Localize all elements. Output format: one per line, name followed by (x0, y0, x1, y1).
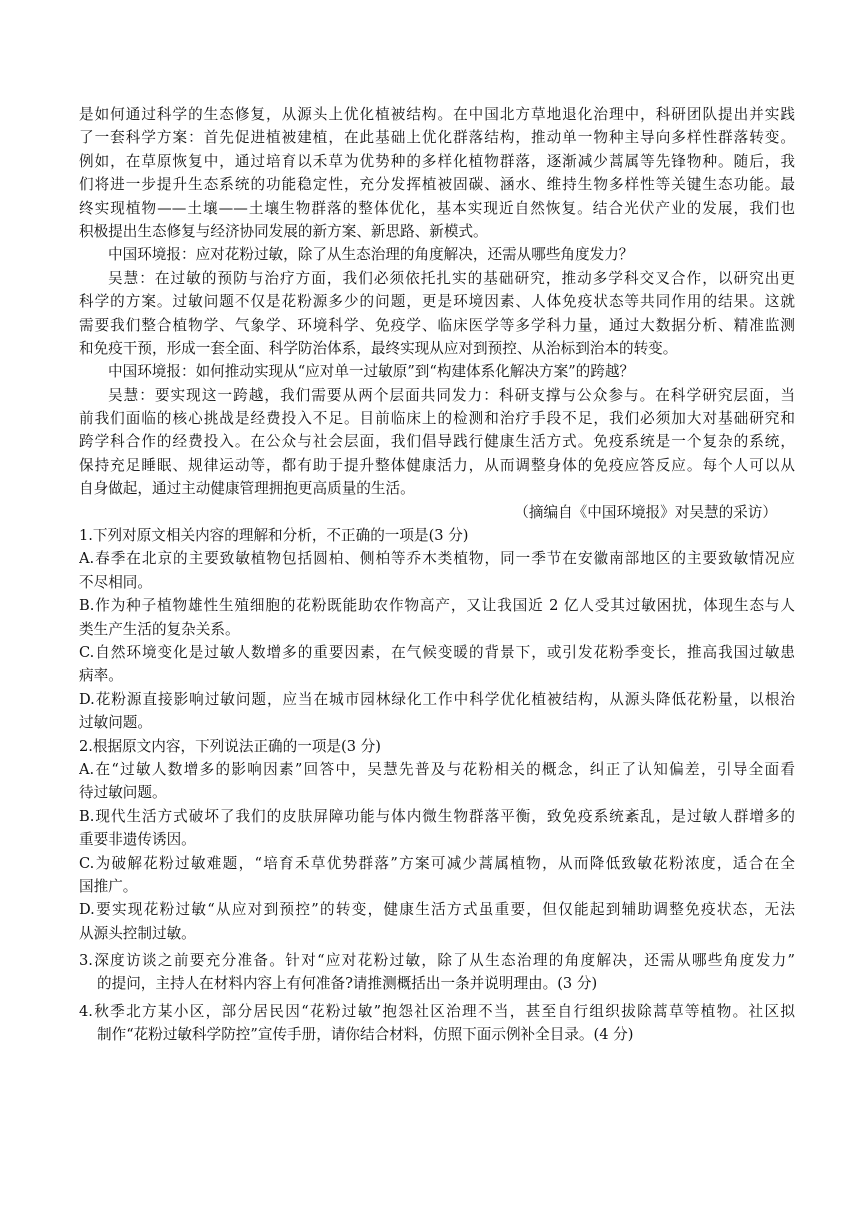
text-line: 了一套科学方案：首先促进植被建植，在此基础上优化群落结构，推动单一物种主导向多样性群落转变。 (79, 129, 795, 147)
text-line: 是如何通过科学的生态修复，从源头上优化植被结构。在中国北方草地退化治理中，科研团队提出并实践 (79, 106, 795, 123)
option-c: C.为破解花粉过敏难题，“培育禾草优势群落”方案可减少蒿属植物，从而降低致敏花粉浓度，适合在全 (79, 854, 795, 872)
question-2 (79, 735, 795, 946)
text-line: 们将进一步提升生态系统的功能稳定性，充分发挥植被固碳、涵水、维持生物多样性等关键生态功能。最 (79, 176, 795, 194)
option-b-cont: 类生产生活的复杂关系。 (79, 620, 240, 638)
text-line: 和免疫干预，形成一套全面、科学防治体系，最终实现从应对到预控、从治标到治本的转变。 (79, 339, 678, 357)
option-d: D.要实现花粉过敏“从应对到预控”的转变，健康生活方式虽重要，但仅能起到辅助调整免疫状态，无法 (79, 901, 795, 919)
option-c: C.自然环境变化是过敏人数增多的重要因素，在气候变暖的背景下，或引发花粉季变长，推高我国过敏患 (79, 643, 795, 661)
option-a-cont: 不尽相同。 (79, 573, 152, 591)
text-line: 吴慧：要实现这一跨越，我们需要从两个层面共同发力：科研支撑与公众参与。在科学研究层面，当 (108, 386, 795, 404)
option-b: B.现代生活方式破坏了我们的皮肤屏障功能与体内微生物群落平衡，致免疫系统紊乱，是过敏人群增多的 (79, 807, 795, 825)
question-1 (79, 524, 795, 735)
option-d-cont: 过敏问题。 (79, 714, 152, 732)
interview-answer (79, 267, 795, 361)
option-c-cont: 国推广。 (79, 877, 138, 895)
question-4 (79, 1000, 795, 1047)
text-line: 跨学科合作的经费投入。在公众与社会层面，我们倡导践行健康生活方式。免疫系统是一个复杂的系统， (79, 433, 795, 451)
question-stem-cont: 的提问，主持人在材料内容上有何准备?请推测概括出一条并说明理由。(3 分) (97, 975, 598, 993)
exam-page (79, 103, 795, 1047)
option-d: D.花粉源直接影响过敏问题，应当在城市园林绿化工作中科学优化植被结构，从源头降低花粉量，以根治 (79, 690, 795, 708)
question-stem: 1.下列对原文相关内容的理解和分析，不正确的一项是(3 分) (79, 527, 469, 545)
interview-question: 中国环境报：如何推动实现从“应对单一过敏原”到“构建体系化解决方案”的跨越？ (108, 363, 635, 381)
text-line: 自身做起，通过主动健康管理拥抱更高质量的生活。 (79, 480, 415, 498)
option-c-cont: 病率。 (79, 667, 123, 685)
article-paragraph (79, 103, 795, 243)
text-line: 需要我们整合植物学、气象学、环境科学、免疫学、临床医学等多学科力量，通过大数据分析、精准监测 (79, 316, 795, 334)
option-a-cont: 待过敏问题。 (79, 784, 167, 802)
question-stem: 3.深度访谈之前要充分准备。针对“应对花粉过敏，除了从生态治理的角度解决，还需从哪些角度发力” (79, 952, 795, 970)
source-citation: （摘编自《中国环境报》对吴慧的采访） (514, 503, 777, 521)
text-line: 终实现植物——土壤——土壤生物群落的整体优化，基本实现近自然恢复。结合光伏产业的发展，我们也 (79, 199, 795, 217)
text-line: 前我们面临的核心挑战是经费投入不足。目前临床上的检测和治疗手段不足，我们必须加大对基础研究和 (79, 410, 795, 428)
question-stem: 2.根据原文内容，下列说法正确的一项是(3 分) (79, 737, 381, 755)
text-line: 保持充足睡眠、规律运动等，都有助于提升整体健康活力，从而调整身体的免疫应答反应。每个人可以从 (79, 456, 795, 474)
question-3 (79, 949, 795, 996)
text-line: 例如，在草原恢复中，通过培育以禾草为优势种的多样化植物群落，逐渐减少蒿属等先锋物种。随后，我 (79, 152, 795, 170)
option-d-cont: 从源头控制过敏。 (79, 924, 196, 942)
option-b: B.作为种子植物雄性生殖细胞的花粉既能助农作物高产，又让我国近 2 亿人受其过敏困扰，体现生态与人 (79, 597, 795, 615)
interview-answer (79, 384, 795, 501)
interview-question: 中国环境报：应对花粉过敏，除了从生态治理的角度解决，还需从哪些角度发力？ (108, 246, 634, 264)
option-a: A.春季在北京的主要致敏植物包括圆柏、侧柏等乔木类植物，同一季节在安徽南部地区的主要致敏情况应 (79, 550, 795, 568)
text-line: 吴慧：在过敏的预防与治疗方面，我们必须依托扎实的基础研究，推动多学科交叉合作，以研究出更 (108, 269, 795, 287)
question-stem: 4.秋季北方某小区，部分居民因“花粉过敏”抱怨社区治理不当，甚至自行组织拔除蒿草等植物。社区拟 (79, 1002, 795, 1020)
option-b-cont: 重要非遗传诱因。 (79, 831, 196, 849)
question-stem-cont: 制作“花粉过敏科学防控”宣传手册，请你结合材料，仿照下面示例补全目录。(4 分) (97, 1026, 634, 1044)
text-line: 科学的方案。过敏问题不仅是花粉源多少的问题，更是环境因素、人体免疫状态等共同作用的结果。这就 (79, 293, 795, 311)
text-line: 积极提出生态修复与经济协同发展的新方案、新思路、新模式。 (79, 222, 488, 240)
option-a: A.在“过敏人数增多的影响因素”回答中，吴慧先普及与花粉相关的概念，纠正了认知偏差，引导全面看 (79, 760, 795, 778)
